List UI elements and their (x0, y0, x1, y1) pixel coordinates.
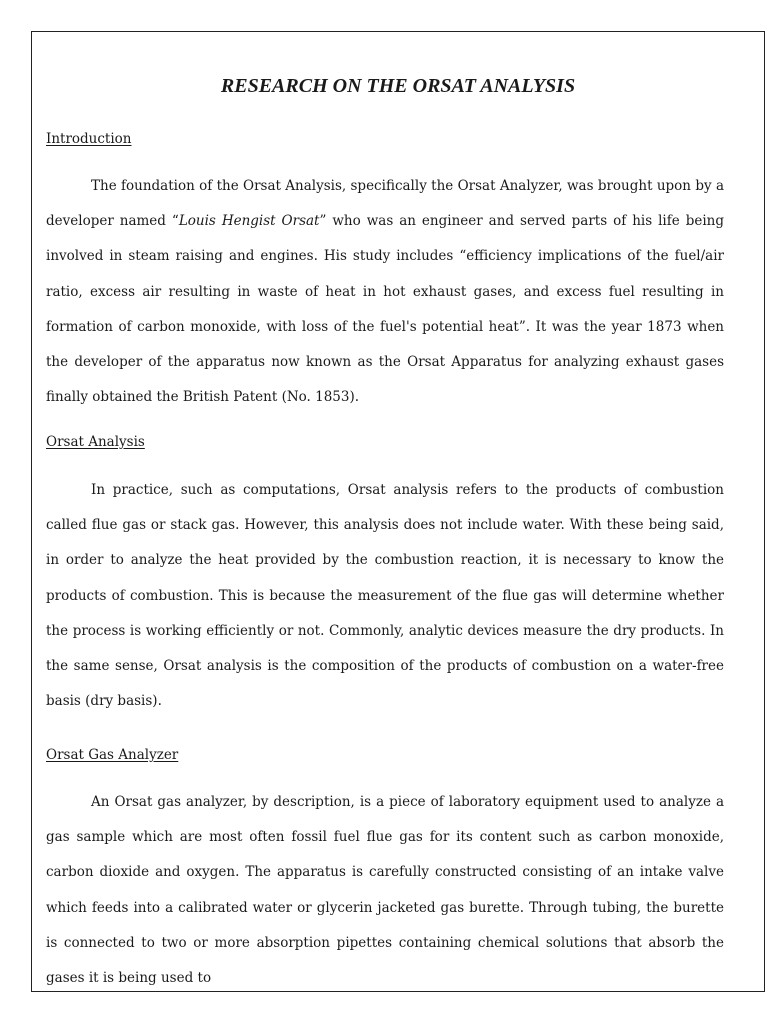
intro-text-part2: ” who was an engineer and served parts of his life being involved in steam raising and engines. His study includes “efficiency implications of the fuel/air ratio, excess air resulting in waste of heat in hot exhaust gases, and excess fuel resulting in formation of carbon monoxide, with loss of the fuel's potential heat”. It was the year 1873 when the developer of the apparatus now known as the Orsat Apparatus for analyzing exhaust gases finally obtained the British Patent (No. 1853). (46, 213, 724, 406)
section-paragraph-orsat-gas-analyzer: An Orsat gas analyzer, by description, is a piece of laboratory equipment used to analyze a gas sample which are most often fossil fuel flue gas for its content such as carbon monoxide, carbon dioxide and oxygen. The apparatus is carefully constructed consisting of an intake valve which feeds into a calibrated water or glycerin jacketed gas burette. Through tubing, the burette is connected to two or more absorption pipettes containing chemical solutions that absorb the gases it is being used to (46, 794, 724, 987)
section-heading-orsat-gas-analyzer: Orsat Gas Analyzer (46, 747, 179, 763)
document-page (31, 31, 765, 992)
document-title: RESEARCH ON THE ORSAT ANALYSIS (220, 75, 576, 97)
section-paragraph-orsat-analysis: In practice, such as computations, Orsat analysis refers to the products of combustion called flue gas or stack gas. However, this analysis does not include water. With these being said, in order to analyze the heat provided by the combustion reaction, it is necessary to know the products of combustion. This is because the measurement of the flue gas will determine whether the process is working efficiently or not. Commonly, analytic devices measure the dry products. In the same sense, Orsat analysis is the composition of the products of combustion on a water-free basis (dry basis). (46, 482, 724, 710)
intro-text-part1: The foundation of the Orsat Analysis, specifically the Orsat Analyzer, was brought upon by a developer named “ (46, 178, 724, 230)
section-heading-orsat-analysis: Orsat Analysis (46, 434, 145, 450)
intro-text-italic-name: Louis Hengist Orsat (178, 213, 320, 230)
section-paragraph-introduction (46, 169, 724, 415)
section-heading-introduction: Introduction (46, 131, 132, 147)
